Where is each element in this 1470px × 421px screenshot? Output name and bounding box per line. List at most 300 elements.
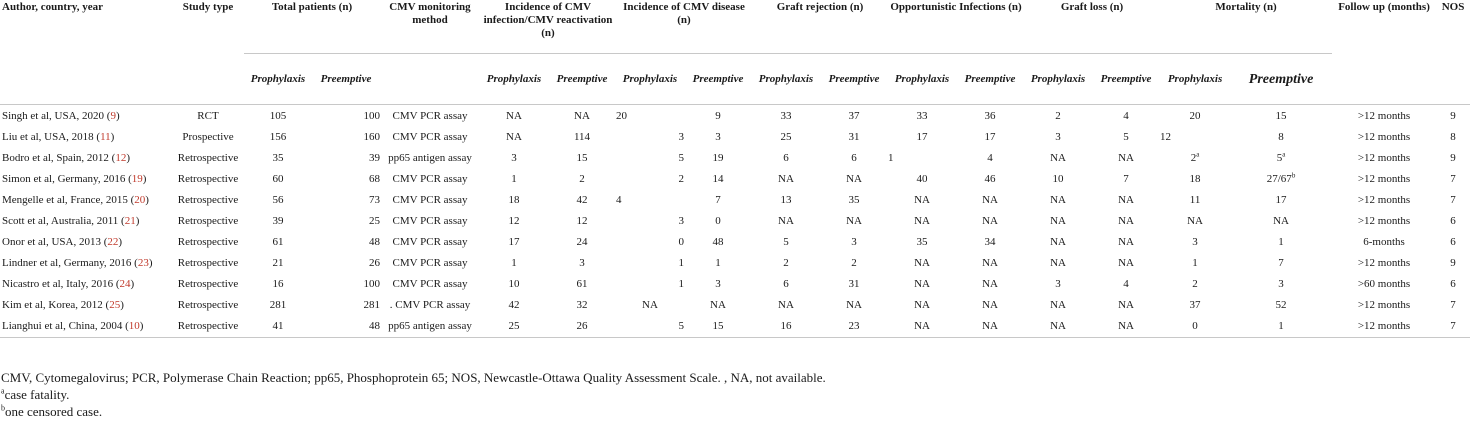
follow-up-cell [1332,148,1436,169]
infection-preemptive-cell [548,295,616,316]
infection-preemptive-value: 24 [576,236,588,248]
opportunistic-preemptive-cell [956,127,1024,148]
opportunistic-prophylaxis-value: NA [914,299,930,311]
infection-preemptive-cell [548,190,616,211]
mortality-prophylaxis-cell [1160,169,1230,190]
graft-loss-prophylaxis-value: 2 [1055,109,1061,122]
opportunistic-preemptive-cell [956,316,1024,338]
header-study-type: Study type [182,1,234,13]
total-prophylaxis-cell [244,148,312,169]
header-row [0,0,1470,54]
disease-preemptive-cell [684,232,752,253]
infection-prophylaxis-cell [480,190,548,211]
sub-infection-preemptive: Preemptive [548,54,616,105]
rejection-prophylaxis-cell [752,232,820,253]
rejection-preemptive-cell [820,316,888,338]
opportunistic-preemptive-cell [956,253,1024,274]
study-type-cell [172,316,244,338]
opportunistic-preemptive-value: 34 [984,236,996,248]
opportunistic-preemptive-cell [956,148,1024,169]
table-row [0,169,1470,190]
rejection-preemptive-value: NA [846,299,862,311]
cmv-method-cell [380,105,480,128]
disease-preemptive-value: 14 [712,173,724,185]
follow-up-cell [1332,105,1436,128]
author-text: Kim et al, Korea, 2012 ( [2,299,110,311]
cmv-method-value: CMV PCR assay [392,215,468,227]
header-follow-up: Follow up (months) [1338,1,1430,13]
mortality-preemptive-cell [1230,169,1332,190]
study-type-cell [172,105,244,128]
total-prophylaxis-cell [244,316,312,338]
total-preemptive-cell [312,253,380,274]
mortality-preemptive-value: 27/67 [1266,173,1292,185]
graft-loss-preemptive-value: 4 [1123,109,1129,122]
rejection-preemptive-value: 2 [851,257,857,269]
total-preemptive-cell [312,127,380,148]
opportunistic-preemptive-cell [956,169,1024,190]
follow-up-value: >12 months [1357,299,1411,311]
rejection-preemptive-cell [820,253,888,274]
reference-link[interactable]: 21 [124,215,136,227]
opportunistic-prophylaxis-value: 33 [916,109,928,122]
graft-loss-preemptive-value: NA [1118,236,1134,248]
footnote-b-mark: b [1,403,5,413]
mortality-preemptive-cell [1230,148,1332,169]
nos-value: 7 [1450,299,1456,311]
disease-prophylaxis-value: 5 [678,152,684,164]
mortality-preemptive-cell [1230,127,1332,148]
total-preemptive-value: 48 [369,236,380,248]
total-preemptive-cell [312,190,380,211]
disease-prophylaxis-value: 4 [616,194,622,206]
mortality-prophylaxis-cell [1160,295,1230,316]
mortality-preemptive-value: 1 [1278,320,1284,332]
cmv-method-value: CMV PCR assay [392,236,468,248]
footnote-a-text: case fatality. [4,387,70,402]
infection-preemptive-cell [548,148,616,169]
rejection-preemptive-cell [820,105,888,128]
disease-preemptive-value: 3 [715,131,721,143]
disease-preemptive-cell [684,169,752,190]
disease-preemptive-value: 9 [715,109,721,122]
rejection-prophylaxis-cell [752,274,820,295]
infection-preemptive-value: 42 [576,194,588,206]
infection-preemptive-value: 2 [579,173,585,185]
mortality-preemptive-value: 17 [1275,194,1287,206]
disease-prophylaxis-value: 20 [616,109,627,122]
opportunistic-prophylaxis-value: NA [914,215,930,227]
cmv-method-value: CMV PCR assay [392,109,468,122]
total-preemptive-value: 25 [369,215,380,227]
disease-preemptive-cell [684,274,752,295]
table-row [0,148,1470,169]
header-author: Author, country, year [2,1,104,13]
rejection-prophylaxis-value: 16 [780,320,792,332]
reference-link[interactable]: 23 [137,257,149,269]
study-type-value: Retrospective [177,152,239,164]
infection-preemptive-value: 26 [576,320,588,332]
total-prophylaxis-cell [244,232,312,253]
sub-mortality-preemptive: Preemptive [1230,54,1332,105]
opportunistic-prophylaxis-cell [888,253,956,274]
rejection-prophylaxis-value: 2 [783,257,789,269]
total-prophylaxis-cell [244,211,312,232]
disease-prophylaxis-cell [616,253,684,274]
follow-up-cell [1332,253,1436,274]
total-prophylaxis-value: 21 [272,257,284,269]
header-cmv-infection: Incidence of CMV infection/CMV reactivation (n) [483,1,613,39]
rejection-preemptive-cell [820,127,888,148]
rejection-prophylaxis-cell [752,169,820,190]
author-cell: Singh et al, USA, 2020 (9) [0,105,172,128]
mortality-prophylaxis-value: NA [1187,215,1203,227]
rejection-prophylaxis-cell [752,253,820,274]
study-type-value: Retrospective [177,299,239,311]
study-type-value: Retrospective [177,215,239,227]
table-row [0,295,1470,316]
nos-cell [1436,316,1470,338]
total-preemptive-cell [312,274,380,295]
nos-cell [1436,190,1470,211]
infection-preemptive-cell [548,253,616,274]
mortality-prophylaxis-value: 20 [1189,109,1201,122]
disease-preemptive-value: 19 [712,152,724,164]
footnote-a [1,386,826,403]
cmv-method-value: pp65 antigen assay [388,152,472,164]
nos-cell [1436,274,1470,295]
table-row [0,211,1470,232]
cmv-method-value: CMV PCR assay [392,173,468,185]
opportunistic-preemptive-cell [956,190,1024,211]
total-prophylaxis-cell [244,190,312,211]
mortality-prophylaxis-cell [1160,274,1230,295]
nos-value: 9 [1450,152,1456,164]
graft-loss-preemptive-cell [1092,211,1160,232]
rejection-prophylaxis-cell [752,211,820,232]
mortality-prophylaxis-value: 1 [1192,257,1198,269]
sub-opportunistic-prophylaxis: Prophylaxis [888,54,956,105]
graft-loss-prophylaxis-value: NA [1050,236,1066,248]
total-preemptive-cell [312,316,380,338]
table-row [0,232,1470,253]
sub-disease-preemptive: Preemptive [684,54,752,105]
mortality-preemptive-value: 7 [1278,257,1284,269]
graft-loss-preemptive-value: NA [1118,299,1134,311]
opportunistic-prophylaxis-cell [888,232,956,253]
header-opportunistic-infections: Opportunistic Infections (n) [890,1,1022,13]
rejection-preemptive-value: NA [846,215,862,227]
table-footnotes [0,369,826,420]
nos-value: 6 [1450,278,1456,290]
study-type-value: Retrospective [177,194,239,206]
footnote-marker: b [1291,171,1296,180]
mortality-preemptive-value: 52 [1275,299,1287,311]
graft-loss-prophylaxis-value: 10 [1052,173,1064,185]
graft-loss-preemptive-cell [1092,169,1160,190]
disease-preemptive-cell [684,295,752,316]
cmv-method-value: CMV PCR assay [392,257,468,269]
rejection-preemptive-value: 35 [848,194,860,206]
study-type-cell [172,148,244,169]
disease-preemptive-cell [684,316,752,338]
infection-prophylaxis-value: 18 [508,194,520,206]
study-type-value: Retrospective [177,173,239,185]
header-graft-rejection: Graft rejection (n) [776,1,864,13]
follow-up-cell [1332,190,1436,211]
mortality-prophylaxis-cell [1160,211,1230,232]
graft-loss-prophylaxis-value: NA [1050,194,1066,206]
graft-loss-prophylaxis-cell [1024,316,1092,338]
nos-cell [1436,169,1470,190]
sub-infection-prophylaxis: Prophylaxis [480,54,548,105]
mortality-prophylaxis-cell [1160,232,1230,253]
mortality-prophylaxis-value: 2 [1190,152,1197,164]
follow-up-cell [1332,274,1436,295]
mortality-prophylaxis-value: 18 [1189,173,1201,185]
infection-prophylaxis-value: NA [506,131,522,143]
total-preemptive-value: 73 [369,194,380,206]
opportunistic-preemptive-value: 36 [984,109,996,122]
infection-preemptive-cell [548,232,616,253]
graft-loss-prophylaxis-value: 3 [1055,131,1061,143]
cmv-method-cell [380,316,480,338]
graft-loss-prophylaxis-value: 3 [1055,278,1061,290]
opportunistic-prophylaxis-cell [888,316,956,338]
total-prophylaxis-value: 39 [272,215,284,227]
opportunistic-prophylaxis-cell [888,211,956,232]
cmv-method-cell [380,253,480,274]
graft-loss-preemptive-cell [1092,148,1160,169]
rejection-prophylaxis-value: 6 [783,152,789,164]
nos-value: 9 [1450,257,1456,269]
graft-loss-prophylaxis-value: NA [1050,320,1066,332]
total-prophylaxis-cell [244,105,312,128]
header-cmv-disease: Incidence of CMV disease (n) [623,1,745,26]
graft-loss-preemptive-value: 7 [1123,173,1129,185]
graft-loss-preemptive-value: NA [1118,194,1134,206]
infection-prophylaxis-cell [480,316,548,338]
infection-preemptive-cell [548,316,616,338]
graft-loss-prophylaxis-cell [1024,148,1092,169]
author-cell: Simon et al, Germany, 2016 (19) [2,173,147,185]
total-prophylaxis-cell [244,127,312,148]
graft-loss-preemptive-value: 4 [1123,278,1129,290]
mortality-prophylaxis-value: 12 [1160,131,1172,143]
rejection-prophylaxis-value: NA [778,173,794,185]
opportunistic-preemptive-value: 4 [987,152,993,164]
rejection-prophylaxis-value: 13 [780,194,792,206]
follow-up-value: >12 months [1357,194,1411,206]
infection-preemptive-value: NA [574,109,590,122]
rejection-preemptive-value: 6 [851,152,857,164]
mortality-prophylaxis-value: 2 [1192,278,1198,290]
mortality-prophylaxis-value: 3 [1192,236,1198,248]
nos-cell [1436,295,1470,316]
mortality-prophylaxis-value: 0 [1192,320,1198,332]
opportunistic-prophylaxis-cell [888,127,956,148]
total-preemptive-cell [312,148,380,169]
sub-disease-prophylaxis: Prophylaxis [616,54,684,105]
mortality-preemptive-cell [1230,105,1332,128]
total-preemptive-value: 39 [369,152,380,164]
author-cell: Lindner et al, Germany, 2016 (23) [2,257,153,269]
rejection-preemptive-cell [820,295,888,316]
graft-loss-prophylaxis-cell [1024,274,1092,295]
infection-prophylaxis-value: 3 [511,152,517,164]
study-type-cell [172,232,244,253]
total-preemptive-cell [312,211,380,232]
opportunistic-prophylaxis-cell [888,105,956,128]
reference-link[interactable]: 10 [128,320,140,332]
follow-up-cell [1332,316,1436,338]
reference-link[interactable]: 12 [115,152,127,164]
graft-loss-prophylaxis-cell [1024,127,1092,148]
infection-prophylaxis-value: 25 [508,320,520,332]
graft-loss-preemptive-value: NA [1118,320,1134,332]
total-prophylaxis-value: 61 [272,236,284,248]
reference-link[interactable]: 22 [107,236,119,248]
follow-up-value: >12 months [1357,257,1411,269]
nos-cell [1436,232,1470,253]
graft-loss-prophylaxis-cell [1024,232,1092,253]
opportunistic-preemptive-cell [956,295,1024,316]
graft-loss-prophylaxis-cell [1024,253,1092,274]
graft-loss-prophylaxis-value: NA [1050,257,1066,269]
infection-prophylaxis-value: 1 [511,173,517,185]
infection-prophylaxis-value: 42 [508,299,520,311]
study-type-cell [172,169,244,190]
disease-prophylaxis-value: NA [642,299,658,311]
disease-preemptive-value: NA [710,299,726,311]
graft-loss-prophylaxis-cell [1024,295,1092,316]
mortality-preemptive-cell [1230,274,1332,295]
graft-loss-prophylaxis-value: NA [1050,152,1066,164]
total-prophylaxis-value: 281 [269,299,287,311]
nos-value: 6 [1450,215,1456,227]
rejection-prophylaxis-cell [752,316,820,338]
reference-link[interactable]: 25 [109,299,121,311]
mortality-preemptive-value: 8 [1278,131,1284,143]
disease-prophylaxis-value: 5 [678,320,684,332]
rejection-preemptive-cell [820,211,888,232]
disease-prophylaxis-cell [616,169,684,190]
reference-link[interactable]: 11 [100,131,111,143]
table-row [0,127,1470,148]
mortality-prophylaxis-cell [1160,127,1230,148]
disease-prophylaxis-cell [616,232,684,253]
infection-preemptive-value: 61 [576,278,588,290]
total-preemptive-value: 100 [363,109,380,122]
author-cell: Mengelle et al, France, 2015 (20) [2,194,149,206]
total-prophylaxis-cell [244,274,312,295]
reference-link[interactable]: 20 [134,194,146,206]
total-prophylaxis-value: 35 [272,152,284,164]
disease-preemptive-cell [684,190,752,211]
opportunistic-preemptive-value: NA [982,257,998,269]
rejection-prophylaxis-cell [752,295,820,316]
opportunistic-prophylaxis-cell [888,295,956,316]
infection-prophylaxis-value: NA [506,109,522,122]
follow-up-value: 6-months [1363,236,1405,248]
rejection-preemptive-value: NA [846,173,862,185]
study-type-cell [172,127,244,148]
opportunistic-prophylaxis-cell [888,274,956,295]
author-cell: Bodro et al, Spain, 2012 (12) [2,152,131,164]
disease-preemptive-cell [684,105,752,128]
reference-link[interactable]: 9 [110,109,116,122]
author-text: Lindner et al, Germany, 2016 ( [2,257,138,269]
rejection-preemptive-cell [820,232,888,253]
study-type-cell [172,295,244,316]
header-nos: NOS [1441,1,1465,13]
subheader-row [0,54,1470,105]
disease-prophylaxis-cell [616,274,684,295]
study-type-value: Retrospective [177,320,239,332]
follow-up-value: >12 months [1357,320,1411,332]
total-prophylaxis-cell [244,169,312,190]
infection-prophylaxis-value: 1 [511,257,517,269]
header-total-patients: Total patients (n) [271,1,353,13]
infection-preemptive-value: 3 [579,257,585,269]
cmv-method-value: CMV PCR assay [392,131,468,143]
cmv-method-value: CMV PCR assay [392,194,468,206]
graft-loss-preemptive-cell [1092,316,1160,338]
total-preemptive-cell [312,169,380,190]
disease-preemptive-value: 3 [715,278,721,290]
table-row [0,316,1470,338]
opportunistic-prophylaxis-cell [888,148,956,169]
graft-loss-preemptive-cell [1092,295,1160,316]
reference-link[interactable]: 24 [119,278,131,290]
graft-loss-preemptive-value: 5 [1123,131,1129,143]
opportunistic-preemptive-cell [956,232,1024,253]
infection-prophylaxis-value: 12 [508,215,520,227]
infection-prophylaxis-cell [480,295,548,316]
opportunistic-preemptive-cell [956,105,1024,128]
disease-preemptive-value: 1 [715,257,721,269]
graft-loss-prophylaxis-value: NA [1050,215,1066,227]
cmv-method-cell [380,295,480,316]
author-text: Lianghui et al, China, 2004 ( [2,320,129,332]
rejection-prophylaxis-cell [752,105,820,128]
mortality-prophylaxis-cell [1160,316,1230,338]
cmv-method-value: CMV PCR assay [392,278,468,290]
table-row [0,190,1470,211]
mortality-prophylaxis-value: 37 [1189,299,1201,311]
total-prophylaxis-value: 16 [272,278,284,290]
graft-loss-prophylaxis-cell [1024,105,1092,128]
mortality-preemptive-value: 1 [1278,236,1284,248]
total-preemptive-value: 160 [363,131,380,143]
opportunistic-preemptive-value: NA [982,215,998,227]
study-type-value: Retrospective [177,278,239,290]
infection-prophylaxis-value: 10 [508,278,520,290]
study-type-value: RCT [197,109,219,122]
infection-preemptive-value: 32 [576,299,588,311]
disease-prophylaxis-cell [616,295,684,316]
disease-prophylaxis-cell [616,316,684,338]
rejection-prophylaxis-value: NA [778,215,794,227]
reference-link[interactable]: 19 [131,173,143,185]
nos-value: 7 [1450,194,1456,206]
total-preemptive-value: 68 [369,173,380,185]
follow-up-value: >60 months [1357,278,1411,290]
table-row [0,105,1470,128]
infection-prophylaxis-cell [480,127,548,148]
cmv-method-cell [380,190,480,211]
infection-prophylaxis-cell [480,105,548,128]
